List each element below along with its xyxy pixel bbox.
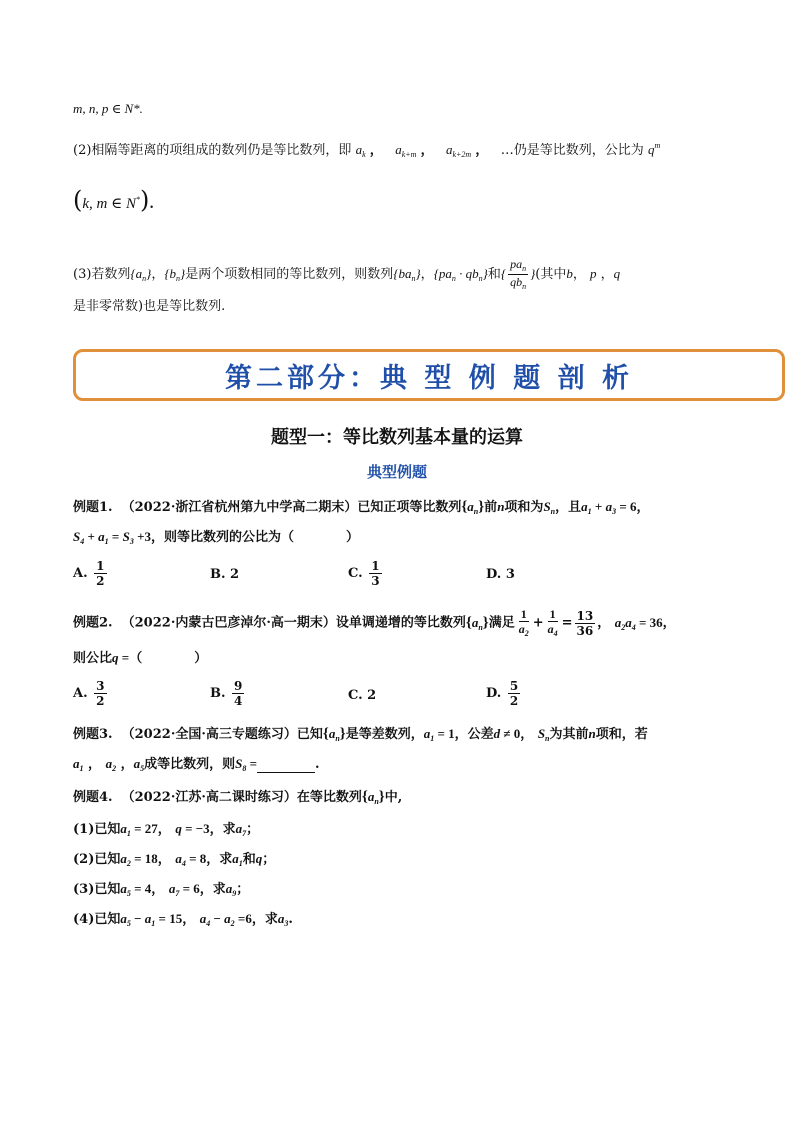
property-3-mid2: 和 [487,267,501,282]
example-2-text: 设单调递增的等比数列 [335,615,466,631]
example-4-sub3-label: (3)已知 [73,882,121,897]
example-2-option-a[interactable]: A. $\frac{3}{2}$ [73,679,105,708]
example-2-option-d[interactable]: D. $\frac{5}{2}$ [486,679,519,708]
example-1-text-c: 项和为 [504,500,544,515]
example-4-sub2: (2)已知$a_2 = 18$， $a_4 = 8$，求$a_1$和q； [73,851,276,868]
property-3-line2 [73,300,225,313]
example-2-line2: 则公比q =（ ） [73,650,208,666]
example-1-option-a[interactable]: A. $\frac{1}{2}$ [73,559,105,588]
property-2-domain: (k, m ∈ N*). [73,186,154,214]
example-1-text-d: ，且 [555,500,582,515]
example-1-option-c[interactable]: C. $\frac{1}{3}$ [348,559,380,588]
example-3-text-e: 项和，若 [595,727,648,742]
example-4-sub2-label: (2)已知 [73,852,121,867]
property-3-line2-text: 是非零常数)也是等比数列. [73,299,226,314]
example-2-option-c[interactable]: C. 2 [348,688,377,703]
example-3-text-c: ，公差 [454,727,494,742]
example-3-text-b: 是等差数列， [345,727,424,742]
example-2-line1: 例题2. （2022·内蒙古巴彦淖尔·高一期末）设单调递增的等比数列$\{a_n\}$满足 $\frac{1}{a_2}$ + $\frac{1}{a_4}$ = $\frac{13}{36}$ ， $a_2a_4 = 36$， [73,607,676,638]
example-4-label: 例题4. [73,790,113,805]
property-3-line: (3)若数列$\{a_n\}$，$\{b_n\}$是两个项数相同的等比数列，则数列$\{ba_n\}$，$\{pa_n \cdot qb_n\}$和{ $\frac{pa_n}{qb_n}$ }(其中b， p ，q [73,257,621,291]
example-1-line2: $S_4 + a_1 = S_3 +3$，则等比数列的公比为（ ） [73,529,359,546]
example-2-option-b[interactable]: B. $\frac{9}{4}$ [210,679,243,708]
question-type-title: 题型一：等比数列基本量的运算 [271,427,523,448]
section-banner [73,349,785,401]
property-2-suffix: …仍是等比数列，公比为 [500,143,644,158]
example-1-option-b[interactable]: B. 2 [210,567,240,582]
example-3-line1: 例题3. （2022·全国·高三专题练习）已知$\{a_n\}$是等差数列，$a_1 = 1$，公差d ≠ 0， $S_n$为其前n项和，若 [73,726,648,743]
example-3-answer-blank[interactable] [257,760,315,773]
ratio-q-m: $q^m$ [647,141,661,157]
example-4-sub1: (1)已知$a_1 = 27$， q = −3，求$a_7$； [73,821,260,838]
example-4-sub2-end: ，求 [206,852,233,867]
example-2-line2-text: 则公比 [73,651,113,666]
term-ak: $a_k$ [355,142,366,159]
example-4-sub1-end: ，求 [209,822,236,837]
example-2-label: 例题2. [73,615,113,631]
example-3-text-d: 为其前 [549,727,589,742]
example-1-label: 例题1. [73,500,113,515]
example-4-sub4: (4)已知$a_5 - a_1 = 15$， $a_4 - a_2 =6$，求$a_3$. [73,911,293,928]
term-ak-2m: $a_{k+2m}$ [445,142,472,159]
example-1-option-d[interactable]: D. 3 [486,567,515,582]
fraction-pa-qb: $\frac{pa_n}{qb_n}$ [510,257,527,291]
example-4-sub3: (3)已知$a_5 = 4$， $a_7 = 6$，求$a_9$； [73,881,250,898]
example-1-line1: 例题1. （2022·浙江省杭州第九中学高二期末）已知正项等比数列$\{a_n\}$前n项和为$S_n$，且$a_1 + a_3 = 6$， [73,499,650,516]
property-2-prefix: (2)相隔等距离的项组成的数列仍是等比数列，即 [73,143,352,158]
example-1-text-a: 已知正项等比数列 [357,500,462,515]
example-4-sub4-label: (4)已知 [73,912,121,927]
example-1-source: （2022·浙江省杭州第九中学高二期末） [121,500,358,515]
example-3-line2: $a_1$ ， $a_2$ ，$a_5$成等比数列，则$S_8$ = . [73,756,320,773]
example-4-sub4-end: ，求 [251,912,278,927]
example-3-label: 例题3. [73,727,113,742]
example-4-sub1-label: (1)已知 [73,822,121,837]
example-4-line1: 例题4. （2022·江苏·高二课时练习）在等比数列$\{a_n\}$中, [73,789,403,806]
example-4-text: 在等比数列 [296,790,362,805]
example-3-line2-end: . [315,757,320,772]
example-3-line2-mid: 成等比数列，则 [144,757,236,772]
example-1-line2-tail: ，则等比数列的公比为（ ） [150,530,359,545]
example-4-text2: 中, [384,790,403,805]
example-2-source: （2022·内蒙古巴彦淖尔·高一期末） [121,615,336,631]
section-banner-title: 第二部分：典 型 例 题 剖 析 [225,362,633,394]
property-3-tail: (其中 [535,267,567,282]
example-3-source: （2022·全国·高三专题练习） [121,727,297,742]
property-3-mid1: 是两个项数相同的等比数列，则数列 [185,267,394,282]
example-1-text-b: 前 [484,500,498,515]
property-2-line: (2)相隔等距离的项组成的数列仍是等比数列，即 $a_k$ ， $a_{k+m}$ ， $a_{k+2m}$ ， …仍是等比数列，公比为 $q^m$ [73,141,661,159]
term-ak-m: $a_{k+m}$ [395,142,417,159]
typical-examples-title: 典型例题 [366,463,427,481]
example-2-line2-tail: （ ） [129,651,208,666]
example-2-text2: 满足 [488,615,515,631]
example-4-sub3-end: ，求 [199,882,226,897]
example-4-sub2-and: 和 [242,852,256,867]
property-domain-line [73,102,143,115]
property-3-prefix: (3)若数列 [73,267,131,282]
property-domain-text: m, n, p ∈ N*. [73,101,143,116]
example-4-source: （2022·江苏·高二课时练习） [121,790,297,805]
example-3-text-a: 已知 [296,727,323,742]
